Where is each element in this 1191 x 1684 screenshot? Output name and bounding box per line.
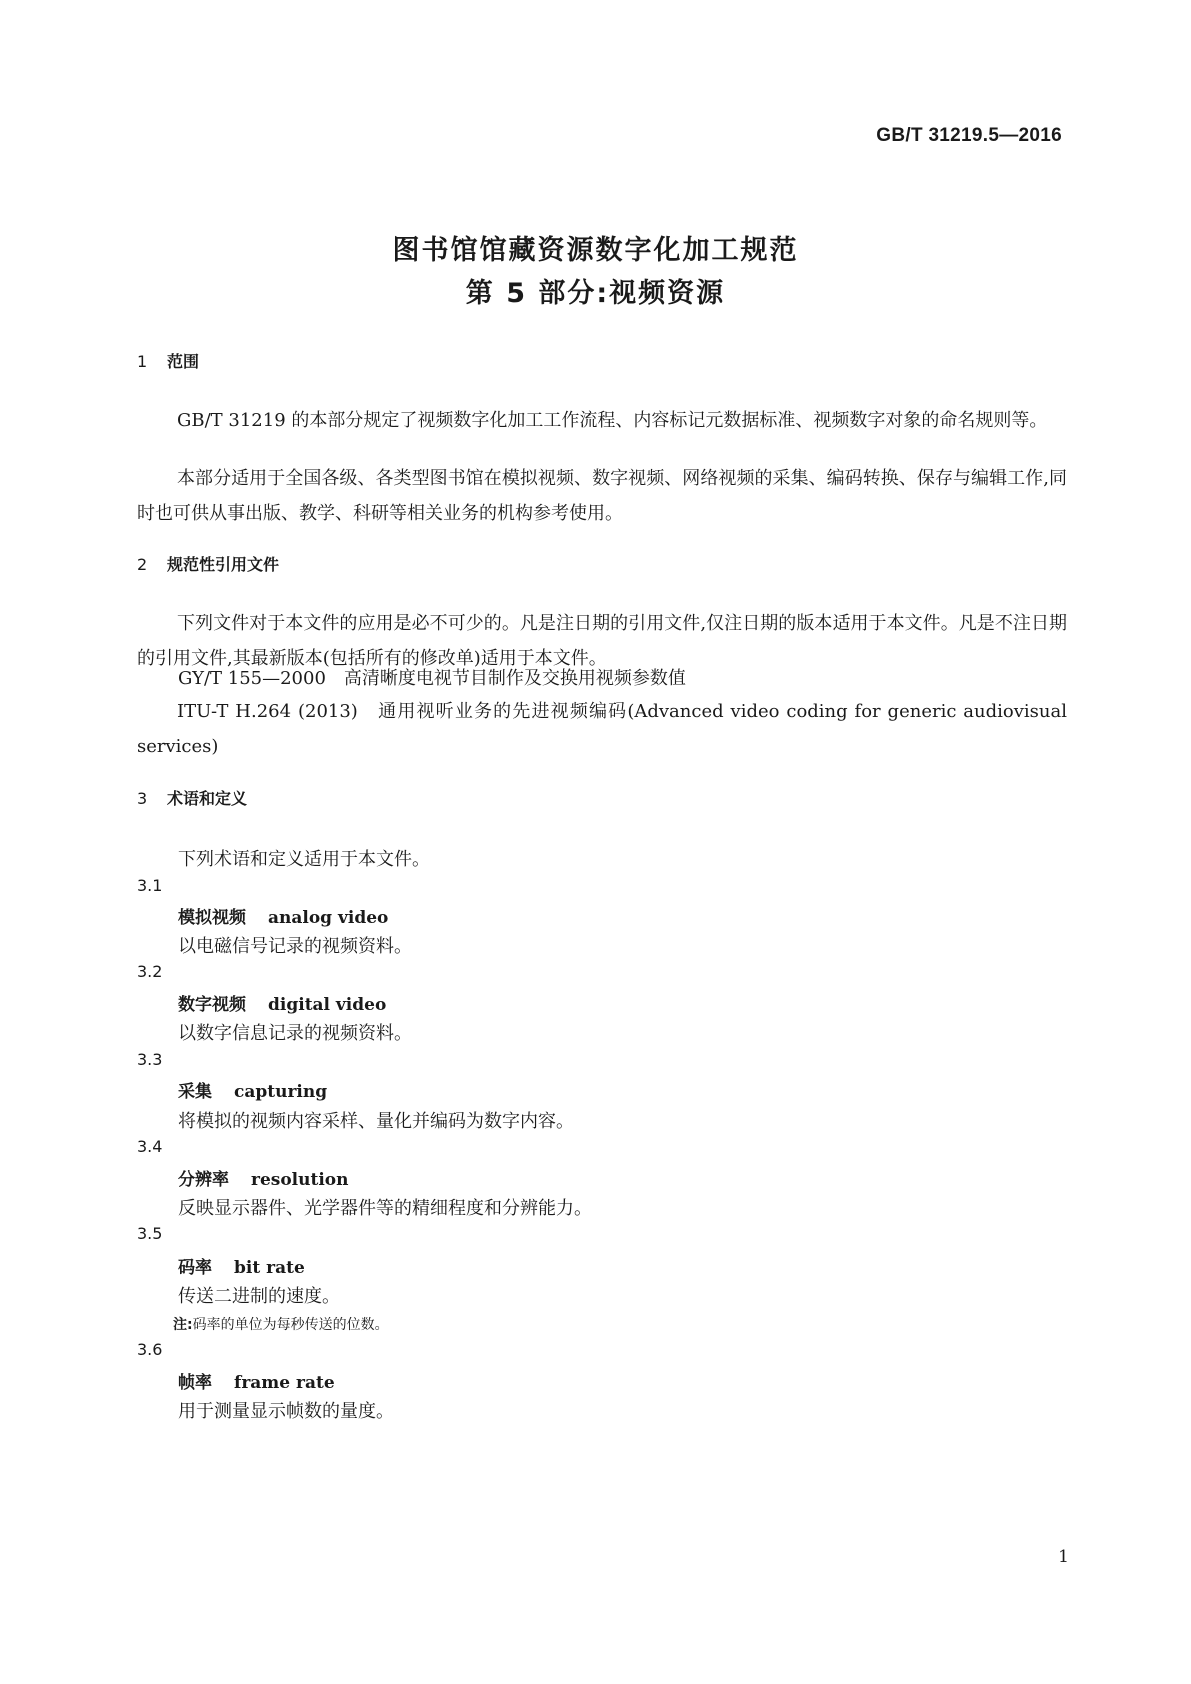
note-text: 码率的单位为每秒传送的位数。 [192, 1317, 389, 1333]
term-english: analog video [268, 908, 389, 928]
term-definition: 用于测量显示帧数的量度。 [178, 1401, 394, 1422]
term-number: 3.1 [137, 876, 163, 895]
section-heading-3 [137, 786, 247, 809]
term-note [173, 1314, 389, 1334]
term-english: resolution [251, 1170, 349, 1190]
paragraph: GB/T 31219 的本部分规定了视频数字化加工工作流程、内容标记元数据标准、视频数字对象的命名规则等。 [177, 410, 1048, 431]
section-heading-2 [137, 552, 279, 575]
paragraph: 本部分适用于全国各级、各类型图书馆在模拟视频、数字视频、网络视频的采集、编码转换、保存与编辑工作,同时也可供从事出版、教学、科研等相关业务的机构参考使用。 [137, 468, 1067, 524]
term-chinese: 模拟视频 [178, 908, 246, 928]
section-number: 2 [137, 555, 148, 574]
paragraph: 下列文件对于本文件的应用是必不可少的。凡是注日期的引用文件,仅注日期的版本适用于本文件。凡是不注日期的引用文件,其最新版本(包括所有的修改单)适用于本文件。 [137, 613, 1067, 669]
term-definition: 传送二进制的速度。 [178, 1286, 340, 1307]
document-subtitle: 第 5 部分:视频资源 [465, 278, 726, 309]
term-chinese: 分辨率 [178, 1170, 229, 1190]
term-definition: 反映显示器件、光学器件等的精细程度和分辨能力。 [178, 1198, 592, 1219]
term-english: digital video [268, 995, 387, 1015]
term-english: capturing [234, 1082, 328, 1102]
section-heading-1 [137, 349, 199, 372]
term-english: bit rate [234, 1258, 305, 1278]
term-chinese: 采集 [178, 1082, 212, 1102]
term-chinese: 帧率 [178, 1373, 212, 1393]
section-title: 规范性引用文件 [167, 555, 280, 574]
term-chinese: 数字视频 [178, 995, 246, 1015]
term-chinese: 码率 [178, 1258, 212, 1278]
term-english: frame rate [234, 1373, 335, 1393]
term-definition: 以数字信息记录的视频资料。 [178, 1023, 412, 1044]
standard-number: GB/T 31219.5—2016 [876, 125, 1062, 146]
term-entry [178, 1077, 327, 1102]
term-entry [178, 1253, 305, 1278]
term-number: 3.2 [137, 962, 163, 981]
section-title: 术语和定义 [167, 789, 248, 808]
term-entry [178, 990, 386, 1015]
term-entry [178, 903, 388, 928]
paragraph: 下列术语和定义适用于本文件。 [178, 849, 430, 870]
term-entry [178, 1165, 349, 1190]
term-number: 3.6 [137, 1340, 163, 1359]
term-number: 3.5 [137, 1224, 163, 1243]
normative-reference: ITU-T H.264 (2013) 通用视听业务的先进视频编码(Advanced video coding for generic audiovisual services) [137, 701, 1067, 757]
section-number: 1 [137, 352, 148, 371]
term-definition: 将模拟的视频内容采样、量化并编码为数字内容。 [178, 1111, 574, 1132]
note-label: 注: [173, 1317, 193, 1333]
section-number: 3 [137, 789, 148, 808]
term-definition: 以电磁信号记录的视频资料。 [178, 936, 412, 957]
term-entry [178, 1368, 335, 1393]
normative-reference: GY/T 155—2000 高清晰度电视节目制作及交换用视频参数值 [178, 668, 686, 689]
document-title: 图书馆馆藏资源数字化加工规范 [392, 235, 799, 266]
page-number: 1 [1058, 1547, 1069, 1567]
term-number: 3.3 [137, 1050, 163, 1069]
section-title: 范围 [167, 352, 200, 371]
term-number: 3.4 [137, 1137, 163, 1156]
